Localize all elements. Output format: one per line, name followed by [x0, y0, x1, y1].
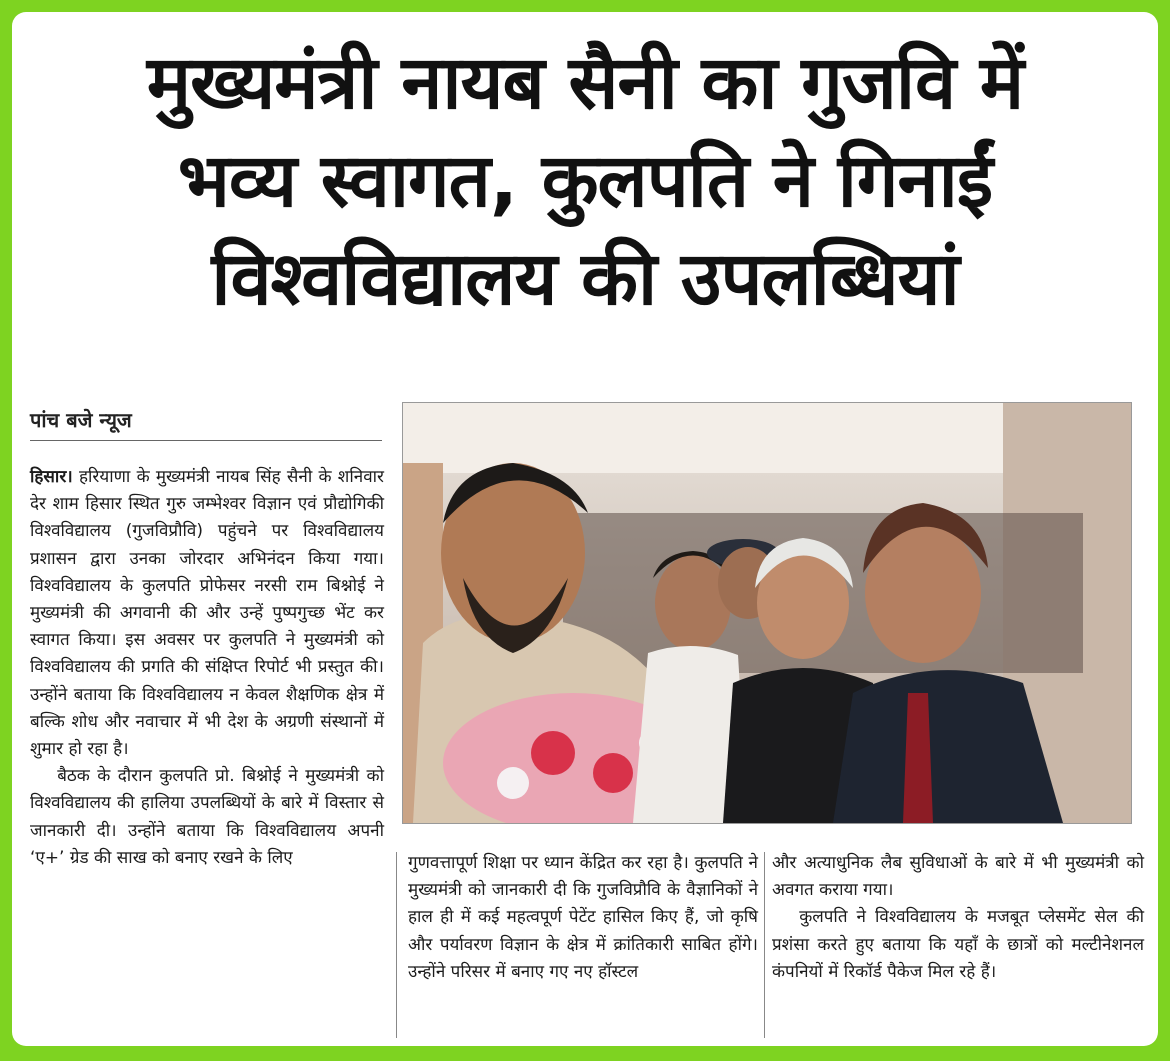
news-photo	[402, 402, 1132, 824]
newspaper-clipping	[12, 12, 1158, 1046]
article-paragraph-2-end: और अत्याधुनिक लैब सुविधाओं के बारे में भी मुख्यमंत्री को अवगत कराया गया।	[772, 853, 1144, 901]
article-paragraph-1	[30, 464, 384, 763]
paragraph-1-text: हरियाणा के मुख्यमंत्री नायब सिंह सैनी के शनिवार देर शाम हिसार स्थित गुरु जम्भेश्वर विज्ञान एवं प्रौद्योगिकी विश्वविद्यालय (गुजविप्रौवि) पहुंचने पर विश्वविद्यालय प्रशासन द्वारा उनका जोरदार अभिनंदन किया गया। विश्वविद्यालय के कुलपति प्रोफेसर नरसी राम बिश्नोई ने मुख्यमंत्री की अगवानी की और उन्हें पुष्पगुच्छ भेंट कर स्वागत किया। इस अवसर पर कुलपति ने मुख्यमंत्री को विश्वविद्यालय की प्रगति की संक्षिप्त रिपोर्ट भी प्रस्तुत की। उन्होंने बताया कि विश्वविद्यालय न केवल शैक्षणिक क्षेत्र में बल्कि शोध और नवाचार में भी देश के अग्रणी संस्थानों में शुमार हो रहा है।	[30, 467, 384, 760]
headline-line-3: विश्वविद्यालय की उपलब्धियां	[211, 236, 959, 322]
column-divider	[764, 852, 765, 1038]
column-divider	[396, 852, 397, 1038]
headline-line-2: भव्य स्वागत, कुलपति ने गिनाईं	[177, 138, 993, 224]
headline	[12, 34, 1158, 328]
article-paragraph-2: बैठक के दौरान कुलपति प्रो. बिश्नोई ने मुख्यमंत्री को विश्वविद्यालय की हालिया उपलब्धियों के बारे में विस्तार से जानकारी दी। उन्होंने बताया कि विश्वविद्यालय अपनी ‘ए+’ ग्रेड की साख को बनाए रखने के लिए	[30, 766, 384, 868]
article-paragraph-2-cont: गुणवत्तापूर्ण शिक्षा पर ध्यान केंद्रित कर रहा है। कुलपति ने मुख्यमंत्री को जानकारी दी कि गुजविप्रौवि के वैज्ञानिकों ने हाल ही में कई महत्वपूर्ण पेटेंट हासिल किए हैं, जो कृषि और पर्यावरण विज्ञान के क्षेत्र में क्रांतिकारी साबित होंगे।उन्होंने परिसर में बनाए गए नए हॉस्टल	[408, 853, 758, 982]
dateline-place: हिसार।	[30, 467, 73, 487]
byline-divider	[30, 440, 382, 441]
article-column-1	[30, 464, 384, 872]
photo-illustration	[403, 403, 1131, 823]
headline-line-1: मुख्यमंत्री नायब सैनी का गुजवि में	[146, 40, 1024, 126]
byline: पांच बजे न्यूज	[30, 408, 132, 432]
article-column-3	[772, 850, 1144, 986]
article-paragraph-3: कुलपति ने विश्वविद्यालय के मजबूत प्लेसमेंट सेल की प्रशंसा करते हुए बताया कि यहाँ के छात्रों को मल्टीनेशनल कंपनियों में रिकॉर्ड पैकेज मिल रहे हैं।	[772, 907, 1144, 982]
article-column-2	[408, 850, 758, 986]
